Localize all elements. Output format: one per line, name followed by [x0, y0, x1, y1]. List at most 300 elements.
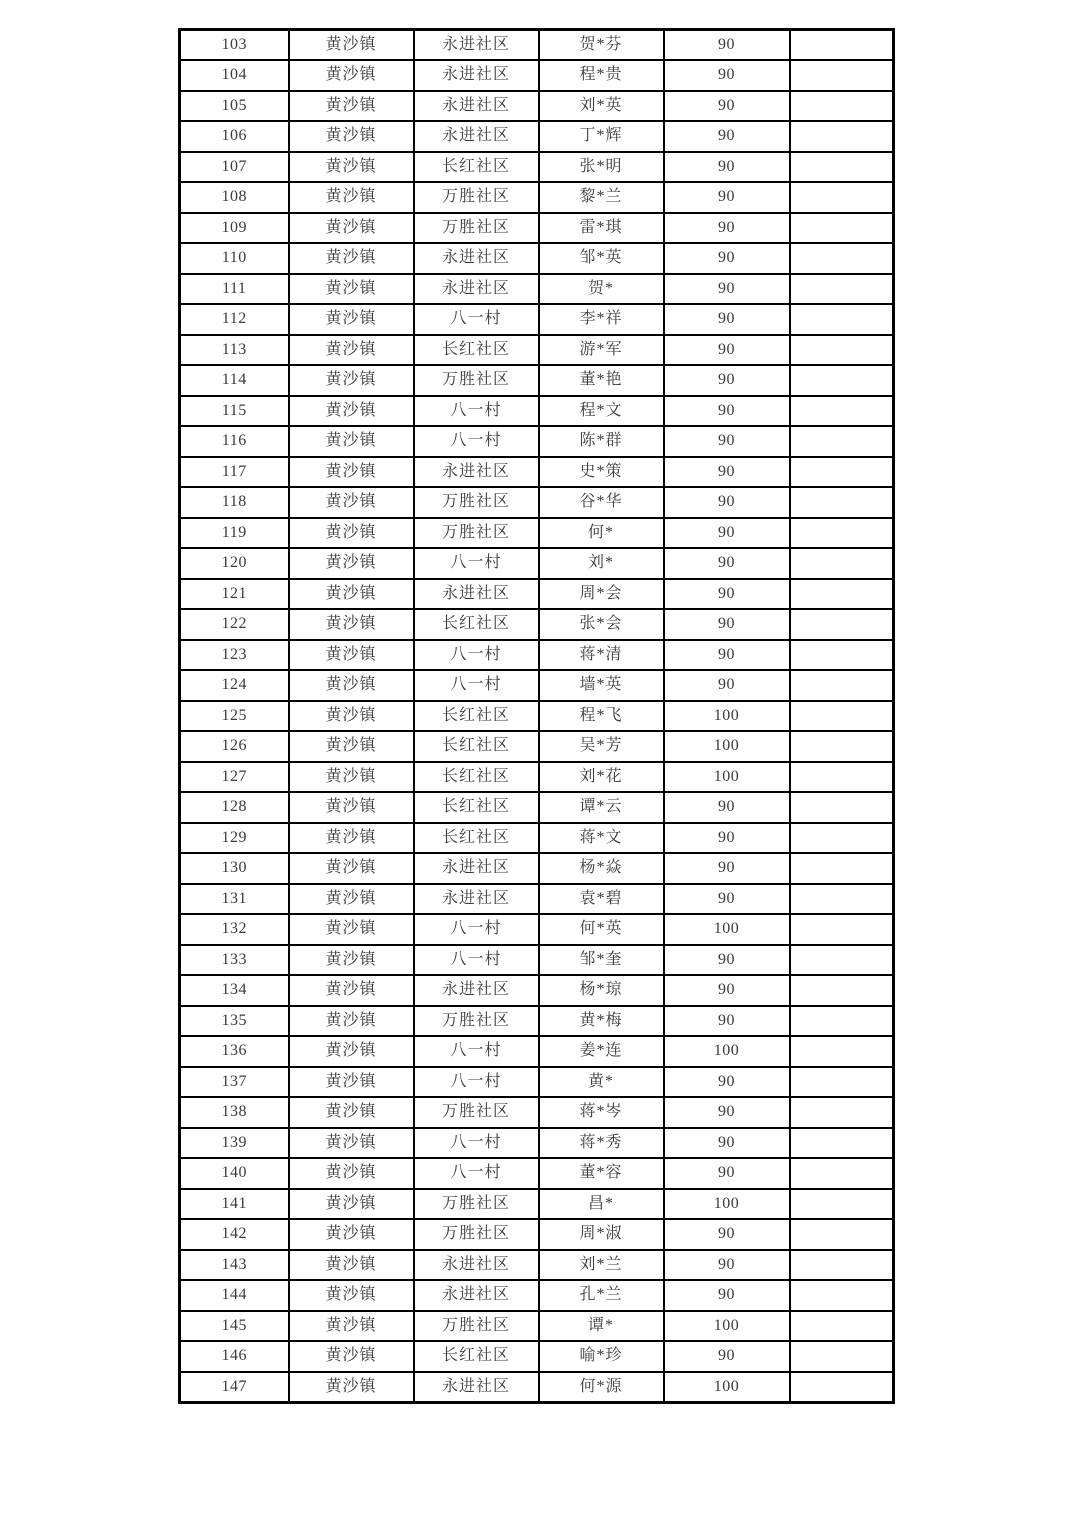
score-cell: 90 — [664, 792, 790, 823]
empty-cell — [790, 1158, 894, 1189]
village-cell: 八一村 — [414, 548, 539, 579]
row-number-cell: 122 — [180, 609, 289, 640]
row-number-cell: 106 — [180, 121, 289, 152]
empty-cell — [790, 945, 894, 976]
town-cell: 黄沙镇 — [289, 1128, 414, 1159]
name-cell: 刘* — [539, 548, 664, 579]
table-row — [180, 1067, 894, 1098]
table-row — [180, 975, 894, 1006]
table-row — [180, 701, 894, 732]
row-number-cell: 124 — [180, 670, 289, 701]
row-number-cell: 121 — [180, 579, 289, 610]
row-number-cell: 131 — [180, 884, 289, 915]
name-cell: 游*军 — [539, 335, 664, 366]
name-cell: 谷*华 — [539, 487, 664, 518]
score-cell: 90 — [664, 365, 790, 396]
row-number-cell: 134 — [180, 975, 289, 1006]
name-cell: 陈*群 — [539, 426, 664, 457]
name-cell: 蒋*清 — [539, 640, 664, 671]
empty-cell — [790, 518, 894, 549]
row-number-cell: 135 — [180, 1006, 289, 1037]
table-row — [180, 1372, 894, 1403]
town-cell: 黄沙镇 — [289, 274, 414, 305]
score-table-body — [180, 30, 894, 1403]
row-number-cell: 127 — [180, 762, 289, 793]
table-row — [180, 182, 894, 213]
name-cell: 董*容 — [539, 1158, 664, 1189]
table-row — [180, 396, 894, 427]
score-cell: 90 — [664, 579, 790, 610]
empty-cell — [790, 91, 894, 122]
row-number-cell: 133 — [180, 945, 289, 976]
town-cell: 黄沙镇 — [289, 548, 414, 579]
village-cell: 永进社区 — [414, 975, 539, 1006]
name-cell: 刘*英 — [539, 91, 664, 122]
village-cell: 长红社区 — [414, 1341, 539, 1372]
table-row — [180, 487, 894, 518]
empty-cell — [790, 579, 894, 610]
empty-cell — [790, 762, 894, 793]
row-number-cell: 137 — [180, 1067, 289, 1098]
empty-cell — [790, 731, 894, 762]
town-cell: 黄沙镇 — [289, 701, 414, 732]
village-cell: 永进社区 — [414, 243, 539, 274]
table-row — [180, 60, 894, 91]
name-cell: 贺*芬 — [539, 30, 664, 61]
row-number-cell: 146 — [180, 1341, 289, 1372]
empty-cell — [790, 426, 894, 457]
village-cell: 长红社区 — [414, 335, 539, 366]
score-cell: 90 — [664, 945, 790, 976]
table-row — [180, 1311, 894, 1342]
row-number-cell: 103 — [180, 30, 289, 61]
empty-cell — [790, 701, 894, 732]
town-cell: 黄沙镇 — [289, 213, 414, 244]
empty-cell — [790, 182, 894, 213]
empty-cell — [790, 975, 894, 1006]
name-cell: 邹*英 — [539, 243, 664, 274]
town-cell: 黄沙镇 — [289, 731, 414, 762]
empty-cell — [790, 884, 894, 915]
row-number-cell: 144 — [180, 1280, 289, 1311]
score-cell: 100 — [664, 1189, 790, 1220]
score-cell: 100 — [664, 1036, 790, 1067]
village-cell: 八一村 — [414, 304, 539, 335]
score-cell: 90 — [664, 457, 790, 488]
village-cell: 八一村 — [414, 1128, 539, 1159]
name-cell: 丁*辉 — [539, 121, 664, 152]
row-number-cell: 116 — [180, 426, 289, 457]
village-cell: 万胜社区 — [414, 1097, 539, 1128]
name-cell: 李*祥 — [539, 304, 664, 335]
name-cell: 蒋*文 — [539, 823, 664, 854]
village-cell: 八一村 — [414, 1036, 539, 1067]
town-cell: 黄沙镇 — [289, 365, 414, 396]
row-number-cell: 112 — [180, 304, 289, 335]
town-cell: 黄沙镇 — [289, 426, 414, 457]
score-cell: 90 — [664, 853, 790, 884]
table-row — [180, 1097, 894, 1128]
score-cell: 90 — [664, 152, 790, 183]
name-cell: 墙*英 — [539, 670, 664, 701]
row-number-cell: 132 — [180, 914, 289, 945]
town-cell: 黄沙镇 — [289, 1006, 414, 1037]
table-row — [180, 762, 894, 793]
empty-cell — [790, 60, 894, 91]
empty-cell — [790, 30, 894, 61]
empty-cell — [790, 121, 894, 152]
town-cell: 黄沙镇 — [289, 1250, 414, 1281]
empty-cell — [790, 1036, 894, 1067]
table-row — [180, 579, 894, 610]
row-number-cell: 140 — [180, 1158, 289, 1189]
empty-cell — [790, 335, 894, 366]
name-cell: 程*贵 — [539, 60, 664, 91]
name-cell: 雷*琪 — [539, 213, 664, 244]
empty-cell — [790, 243, 894, 274]
score-table — [178, 28, 895, 1404]
village-cell: 长红社区 — [414, 701, 539, 732]
empty-cell — [790, 1097, 894, 1128]
village-cell: 万胜社区 — [414, 213, 539, 244]
row-number-cell: 115 — [180, 396, 289, 427]
table-row — [180, 518, 894, 549]
village-cell: 八一村 — [414, 1158, 539, 1189]
score-cell: 90 — [664, 91, 790, 122]
village-cell: 万胜社区 — [414, 1189, 539, 1220]
village-cell: 万胜社区 — [414, 365, 539, 396]
empty-cell — [790, 670, 894, 701]
empty-cell — [790, 1128, 894, 1159]
town-cell: 黄沙镇 — [289, 487, 414, 518]
table-row — [180, 945, 894, 976]
name-cell: 杨*琼 — [539, 975, 664, 1006]
name-cell: 程*飞 — [539, 701, 664, 732]
table-row — [180, 1341, 894, 1372]
row-number-cell: 139 — [180, 1128, 289, 1159]
score-cell: 90 — [664, 670, 790, 701]
table-row — [180, 1189, 894, 1220]
table-row — [180, 30, 894, 61]
table-row — [180, 213, 894, 244]
village-cell: 万胜社区 — [414, 182, 539, 213]
name-cell: 史*策 — [539, 457, 664, 488]
town-cell: 黄沙镇 — [289, 152, 414, 183]
table-row — [180, 243, 894, 274]
town-cell: 黄沙镇 — [289, 975, 414, 1006]
name-cell: 何*英 — [539, 914, 664, 945]
name-cell: 张*会 — [539, 609, 664, 640]
name-cell: 杨*焱 — [539, 853, 664, 884]
empty-cell — [790, 1250, 894, 1281]
table-row — [180, 1280, 894, 1311]
empty-cell — [790, 914, 894, 945]
village-cell: 永进社区 — [414, 1250, 539, 1281]
row-number-cell: 142 — [180, 1219, 289, 1250]
row-number-cell: 104 — [180, 60, 289, 91]
town-cell: 黄沙镇 — [289, 853, 414, 884]
village-cell: 万胜社区 — [414, 518, 539, 549]
village-cell: 长红社区 — [414, 762, 539, 793]
village-cell: 万胜社区 — [414, 1006, 539, 1037]
row-number-cell: 114 — [180, 365, 289, 396]
table-row — [180, 274, 894, 305]
town-cell: 黄沙镇 — [289, 182, 414, 213]
table-row — [180, 304, 894, 335]
village-cell: 八一村 — [414, 396, 539, 427]
score-cell: 90 — [664, 1006, 790, 1037]
village-cell: 八一村 — [414, 670, 539, 701]
town-cell: 黄沙镇 — [289, 1372, 414, 1403]
score-cell: 100 — [664, 762, 790, 793]
row-number-cell: 110 — [180, 243, 289, 274]
empty-cell — [790, 853, 894, 884]
row-number-cell: 147 — [180, 1372, 289, 1403]
village-cell: 永进社区 — [414, 274, 539, 305]
village-cell: 永进社区 — [414, 30, 539, 61]
town-cell: 黄沙镇 — [289, 335, 414, 366]
town-cell: 黄沙镇 — [289, 1219, 414, 1250]
score-cell: 90 — [664, 1128, 790, 1159]
name-cell: 黎*兰 — [539, 182, 664, 213]
village-cell: 万胜社区 — [414, 1219, 539, 1250]
name-cell: 贺* — [539, 274, 664, 305]
score-cell: 100 — [664, 701, 790, 732]
table-row — [180, 670, 894, 701]
town-cell: 黄沙镇 — [289, 91, 414, 122]
village-cell: 长红社区 — [414, 609, 539, 640]
score-cell: 90 — [664, 975, 790, 1006]
row-number-cell: 136 — [180, 1036, 289, 1067]
row-number-cell: 141 — [180, 1189, 289, 1220]
row-number-cell: 113 — [180, 335, 289, 366]
score-cell: 100 — [664, 731, 790, 762]
table-row — [180, 1036, 894, 1067]
table-row — [180, 1158, 894, 1189]
town-cell: 黄沙镇 — [289, 823, 414, 854]
row-number-cell: 145 — [180, 1311, 289, 1342]
village-cell: 长红社区 — [414, 792, 539, 823]
village-cell: 永进社区 — [414, 60, 539, 91]
name-cell: 谭* — [539, 1311, 664, 1342]
name-cell: 刘*兰 — [539, 1250, 664, 1281]
empty-cell — [790, 609, 894, 640]
empty-cell — [790, 1189, 894, 1220]
score-cell: 90 — [664, 60, 790, 91]
empty-cell — [790, 304, 894, 335]
empty-cell — [790, 487, 894, 518]
score-cell: 90 — [664, 182, 790, 213]
score-cell: 100 — [664, 914, 790, 945]
table-row — [180, 914, 894, 945]
score-cell: 90 — [664, 426, 790, 457]
score-cell: 90 — [664, 1341, 790, 1372]
row-number-cell: 143 — [180, 1250, 289, 1281]
village-cell: 八一村 — [414, 1067, 539, 1098]
town-cell: 黄沙镇 — [289, 457, 414, 488]
score-cell: 90 — [664, 396, 790, 427]
table-row — [180, 426, 894, 457]
village-cell: 永进社区 — [414, 457, 539, 488]
score-cell: 90 — [664, 1067, 790, 1098]
score-cell: 100 — [664, 1372, 790, 1403]
empty-cell — [790, 152, 894, 183]
empty-cell — [790, 1311, 894, 1342]
name-cell: 邹*奎 — [539, 945, 664, 976]
empty-cell — [790, 1280, 894, 1311]
town-cell: 黄沙镇 — [289, 1311, 414, 1342]
score-cell: 90 — [664, 518, 790, 549]
score-cell: 90 — [664, 335, 790, 366]
empty-cell — [790, 823, 894, 854]
score-cell: 90 — [664, 1219, 790, 1250]
village-cell: 万胜社区 — [414, 487, 539, 518]
table-row — [180, 792, 894, 823]
score-cell: 90 — [664, 823, 790, 854]
town-cell: 黄沙镇 — [289, 1341, 414, 1372]
town-cell: 黄沙镇 — [289, 121, 414, 152]
village-cell: 永进社区 — [414, 121, 539, 152]
score-cell: 90 — [664, 304, 790, 335]
score-cell: 90 — [664, 274, 790, 305]
table-row — [180, 853, 894, 884]
row-number-cell: 109 — [180, 213, 289, 244]
town-cell: 黄沙镇 — [289, 640, 414, 671]
score-cell: 90 — [664, 548, 790, 579]
name-cell: 谭*云 — [539, 792, 664, 823]
name-cell: 董*艳 — [539, 365, 664, 396]
score-cell: 90 — [664, 1158, 790, 1189]
name-cell: 袁*碧 — [539, 884, 664, 915]
table-row — [180, 1219, 894, 1250]
table-row — [180, 640, 894, 671]
name-cell: 黄* — [539, 1067, 664, 1098]
row-number-cell: 111 — [180, 274, 289, 305]
empty-cell — [790, 274, 894, 305]
row-number-cell: 120 — [180, 548, 289, 579]
score-cell: 90 — [664, 1280, 790, 1311]
score-cell: 100 — [664, 1311, 790, 1342]
row-number-cell: 123 — [180, 640, 289, 671]
table-row — [180, 548, 894, 579]
table-row — [180, 152, 894, 183]
town-cell: 黄沙镇 — [289, 609, 414, 640]
row-number-cell: 128 — [180, 792, 289, 823]
empty-cell — [790, 640, 894, 671]
empty-cell — [790, 1006, 894, 1037]
town-cell: 黄沙镇 — [289, 60, 414, 91]
table-row — [180, 1006, 894, 1037]
town-cell: 黄沙镇 — [289, 1036, 414, 1067]
table-row — [180, 823, 894, 854]
row-number-cell: 119 — [180, 518, 289, 549]
score-cell: 90 — [664, 1250, 790, 1281]
row-number-cell: 105 — [180, 91, 289, 122]
row-number-cell: 130 — [180, 853, 289, 884]
town-cell: 黄沙镇 — [289, 396, 414, 427]
town-cell: 黄沙镇 — [289, 1280, 414, 1311]
name-cell: 姜*连 — [539, 1036, 664, 1067]
town-cell: 黄沙镇 — [289, 762, 414, 793]
row-number-cell: 138 — [180, 1097, 289, 1128]
town-cell: 黄沙镇 — [289, 304, 414, 335]
row-number-cell: 107 — [180, 152, 289, 183]
village-cell: 长红社区 — [414, 152, 539, 183]
name-cell: 周*淑 — [539, 1219, 664, 1250]
town-cell: 黄沙镇 — [289, 243, 414, 274]
table-row — [180, 609, 894, 640]
village-cell: 永进社区 — [414, 853, 539, 884]
score-cell: 90 — [664, 121, 790, 152]
name-cell: 昌* — [539, 1189, 664, 1220]
score-cell: 90 — [664, 487, 790, 518]
row-number-cell: 129 — [180, 823, 289, 854]
town-cell: 黄沙镇 — [289, 579, 414, 610]
name-cell: 黄*梅 — [539, 1006, 664, 1037]
empty-cell — [790, 792, 894, 823]
score-cell: 90 — [664, 640, 790, 671]
table-row — [180, 884, 894, 915]
town-cell: 黄沙镇 — [289, 518, 414, 549]
empty-cell — [790, 1067, 894, 1098]
town-cell: 黄沙镇 — [289, 1158, 414, 1189]
town-cell: 黄沙镇 — [289, 30, 414, 61]
row-number-cell: 125 — [180, 701, 289, 732]
score-cell: 90 — [664, 1097, 790, 1128]
table-row — [180, 457, 894, 488]
table-row — [180, 91, 894, 122]
empty-cell — [790, 365, 894, 396]
empty-cell — [790, 213, 894, 244]
table-row — [180, 365, 894, 396]
name-cell: 刘*花 — [539, 762, 664, 793]
score-cell: 90 — [664, 884, 790, 915]
name-cell: 喻*珍 — [539, 1341, 664, 1372]
score-cell: 90 — [664, 30, 790, 61]
empty-cell — [790, 1372, 894, 1403]
table-row — [180, 121, 894, 152]
name-cell: 张*明 — [539, 152, 664, 183]
village-cell: 八一村 — [414, 640, 539, 671]
empty-cell — [790, 1219, 894, 1250]
name-cell: 蒋*岑 — [539, 1097, 664, 1128]
score-cell: 90 — [664, 243, 790, 274]
table-row — [180, 1250, 894, 1281]
town-cell: 黄沙镇 — [289, 945, 414, 976]
row-number-cell: 126 — [180, 731, 289, 762]
score-cell: 90 — [664, 213, 790, 244]
name-cell: 何* — [539, 518, 664, 549]
town-cell: 黄沙镇 — [289, 792, 414, 823]
empty-cell — [790, 1341, 894, 1372]
town-cell: 黄沙镇 — [289, 1067, 414, 1098]
name-cell: 孔*兰 — [539, 1280, 664, 1311]
town-cell: 黄沙镇 — [289, 1189, 414, 1220]
town-cell: 黄沙镇 — [289, 914, 414, 945]
village-cell: 八一村 — [414, 945, 539, 976]
village-cell: 长红社区 — [414, 731, 539, 762]
row-number-cell: 108 — [180, 182, 289, 213]
village-cell: 永进社区 — [414, 91, 539, 122]
empty-cell — [790, 548, 894, 579]
row-number-cell: 117 — [180, 457, 289, 488]
village-cell: 万胜社区 — [414, 1311, 539, 1342]
town-cell: 黄沙镇 — [289, 884, 414, 915]
village-cell: 八一村 — [414, 914, 539, 945]
village-cell: 永进社区 — [414, 1280, 539, 1311]
village-cell: 八一村 — [414, 426, 539, 457]
town-cell: 黄沙镇 — [289, 1097, 414, 1128]
